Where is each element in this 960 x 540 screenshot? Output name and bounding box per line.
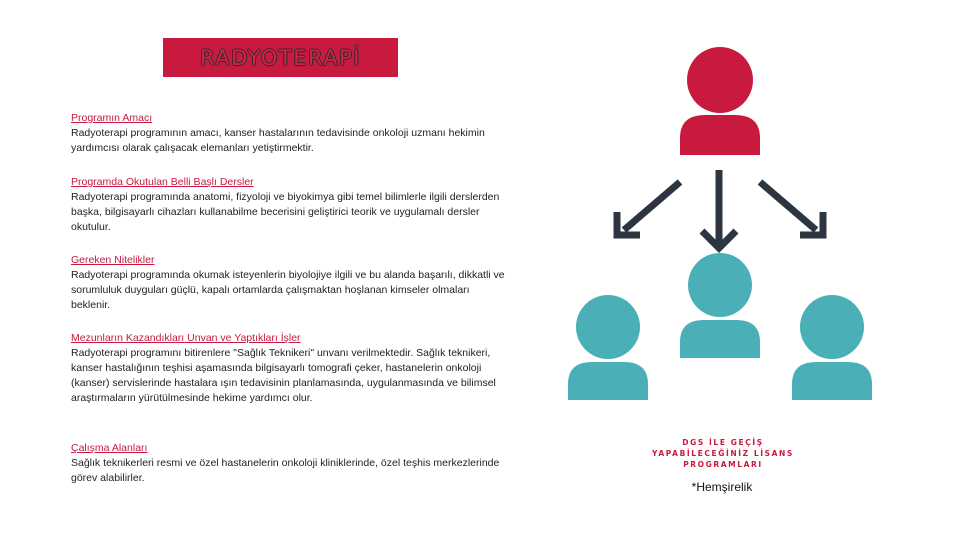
section-body: Radyoterapi programında okumak isteyenlerin biyolojiye ilgili ve bu alanda başarılı, dikkatli ve sorumluluk duyguları güçlü, kapalı ortamlarda çalışmaktan hoşlanan kimseler olmaları beklenir.	[71, 269, 505, 311]
arrow-down-icon	[702, 170, 736, 248]
person-icon	[680, 47, 760, 155]
section-heading: Gereken Nitelikler	[71, 254, 155, 266]
dgs-line: PROGRAMLARI	[683, 460, 763, 469]
section-heading: Çalışma Alanları	[71, 442, 148, 454]
section-body: Radyoterapi programının amacı, kanser hastalarının tedavisinde onkoloji uzmanı hekimin yardımcısı olarak çalışacak elemanları yetiştirmektir.	[71, 127, 485, 154]
section-heading: Programda Okutulan Belli Başlı Dersler	[71, 176, 254, 188]
dgs-caption	[642, 437, 804, 470]
page-title: RADYOTERAPİ	[200, 45, 361, 70]
section-heading: Mezunların Kazandıkları Unvan ve Yaptıkları İşler	[71, 332, 301, 344]
section-body: Sağlık teknikerleri resmi ve özel hastanelerin onkoloji kliniklerinde, özel teşhis merkezlerinde görev alabilirler.	[71, 457, 500, 484]
section-body: Radyoterapi programında anatomi, fizyoloji ve biyokimya gibi temel bilimlerle ilgili derslerden başka, bilgisayarlı cihazları kullanabilme becerisini geliştirici teorik ve uygulamalı dersler okutulur.	[71, 191, 500, 233]
arrow-down-left-icon	[617, 182, 680, 235]
program-name: *Hemşirelik	[691, 480, 753, 494]
arrow-down-right-icon	[760, 182, 823, 235]
person-icon	[680, 253, 760, 358]
dgs-line: YAPABİLECEĞİNİZ LİSANS	[652, 449, 794, 458]
person-icon	[792, 295, 872, 400]
section-heading: Programın Amacı	[71, 112, 153, 124]
dgs-line: DGS İLE GEÇİŞ	[682, 438, 764, 447]
person-icon	[568, 295, 648, 400]
section-body: Radyoterapi programını bitirenlere "Sağlık Teknikeri" unvanı verilmektedir. Sağlık teknikeri, kanser hastalığının teşhisi aşamasında bilgisayarlı tomografi çeker, hastanelerin onkoloji (kanser) servislerinde hastalara ışın tedavisinin planlamasında, uygulanmasında ve bilimsel araştırmaların yürütülmesinde hekime yardımcı olur.	[71, 347, 496, 404]
